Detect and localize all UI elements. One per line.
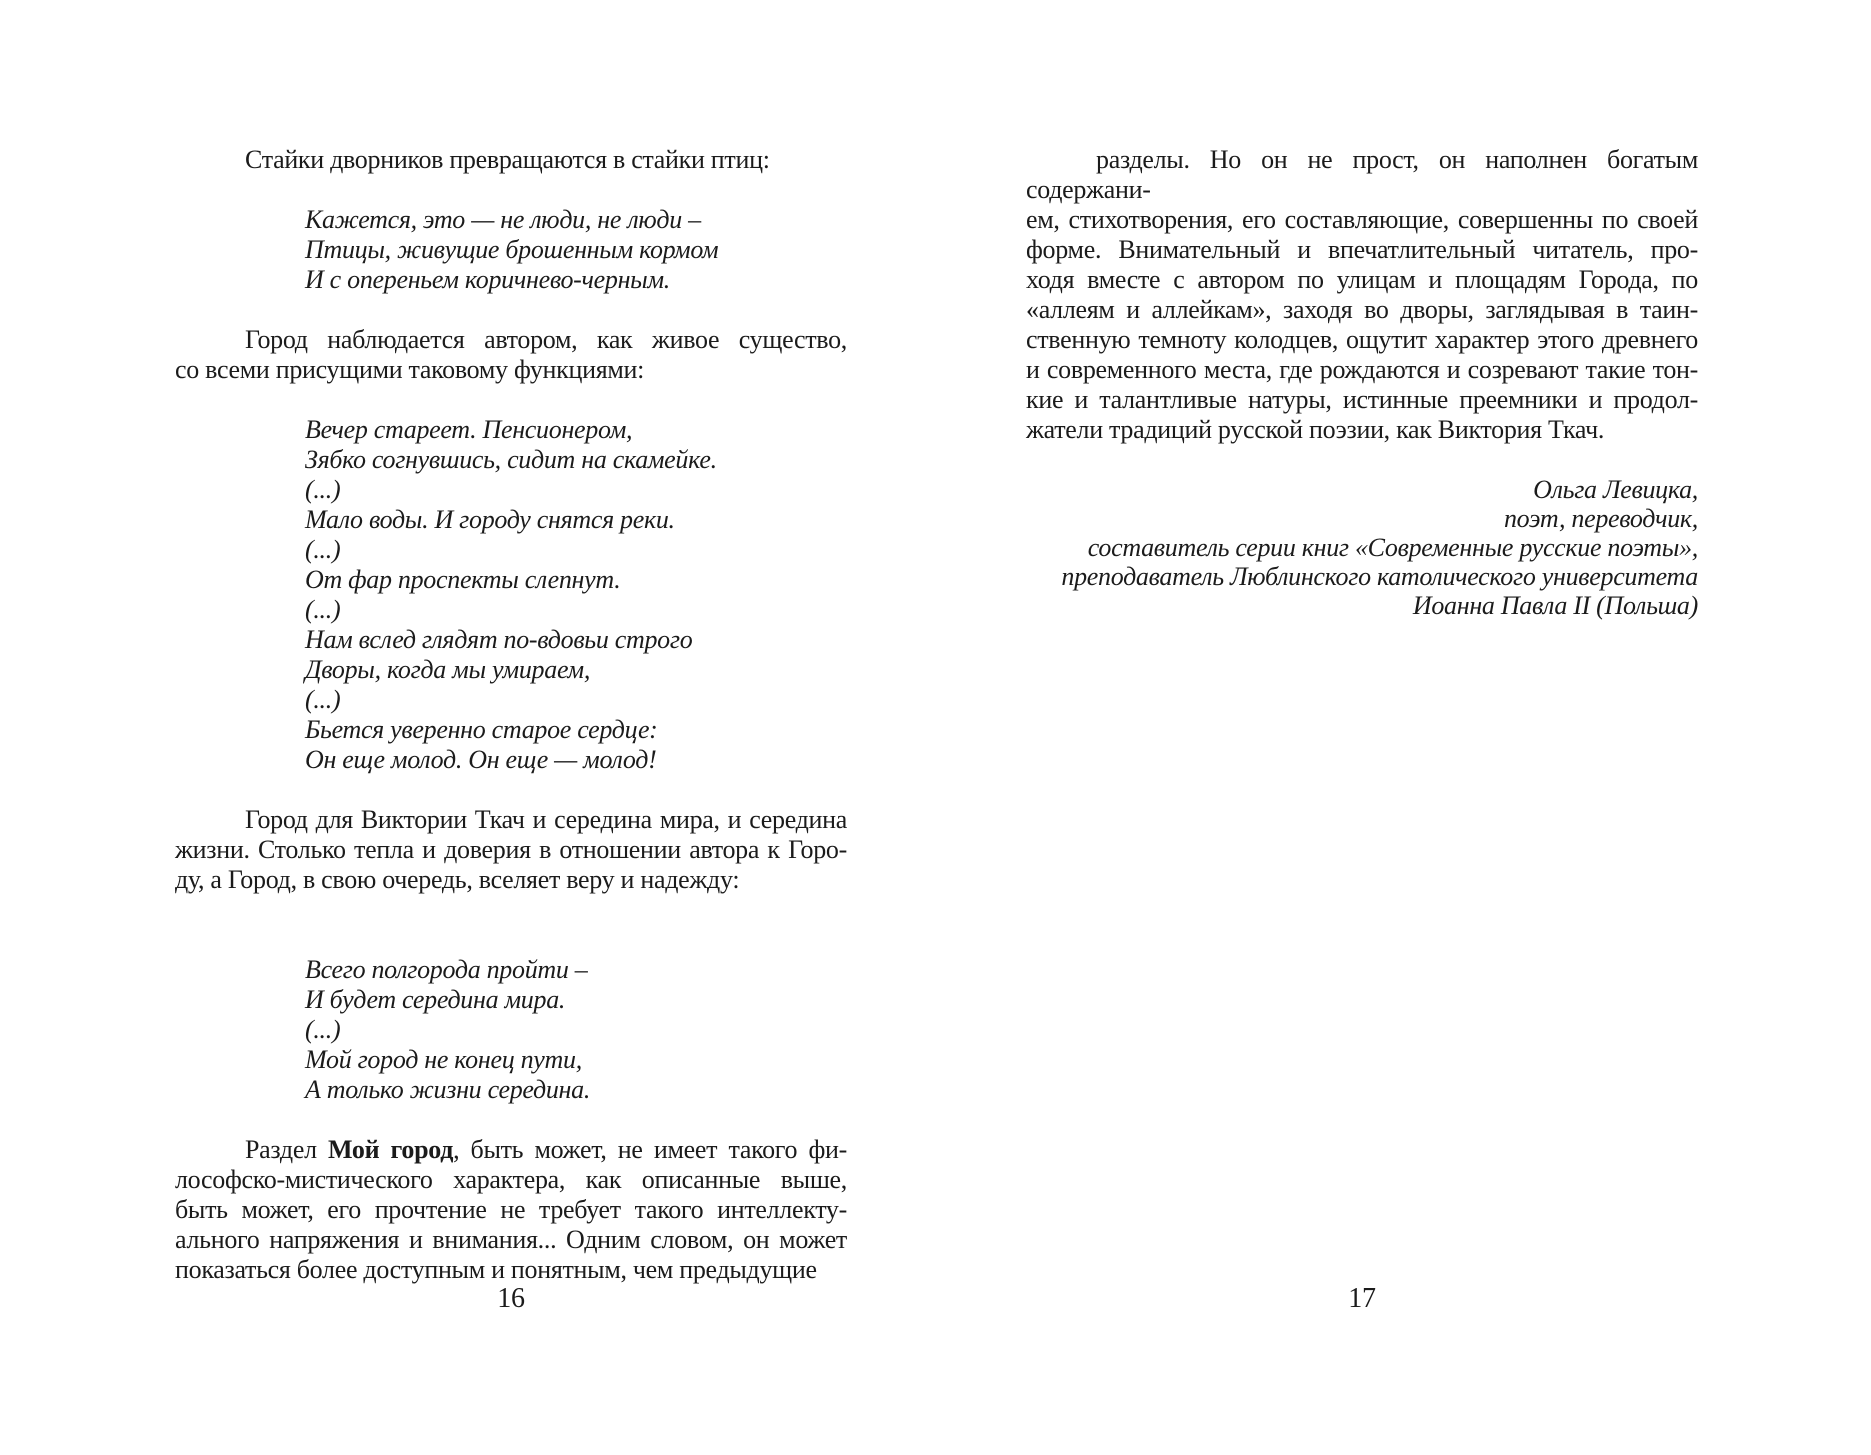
text-line: (...)	[305, 475, 341, 504]
text-line: Город для Виктории Ткач и середина мира, и середина	[245, 805, 847, 834]
text-line: И с опереньем коричнево-черным.	[305, 265, 670, 294]
text-line: Бьется уверенно старое сердце:	[305, 715, 658, 744]
text-line: (...)	[305, 1015, 341, 1044]
paragraph-city-observed	[175, 325, 847, 385]
text-line: Мой город не конец пути,	[305, 1045, 582, 1074]
text-line: Птицы, живущие брошенным кормом	[305, 235, 719, 264]
text-line: ду, а Город, в свою очередь, вселяет веру и надежду:	[175, 865, 740, 894]
signature-block	[1026, 475, 1698, 620]
text-line: быть может, его прочтение не требует такого интеллекту-	[175, 1195, 847, 1224]
text-line: кие и талантливые натуры, истинные преемники и продол-	[1026, 385, 1698, 414]
text-line: разделы. Но он не прост, он наполнен богатым содержани-	[1026, 145, 1698, 204]
text-line: ального напряжения и внимания... Одним словом, он может	[175, 1225, 847, 1254]
bold-phrase: Мой город	[328, 1135, 454, 1164]
text-segment: Раздел	[245, 1135, 328, 1164]
poem-quote-half-city	[175, 955, 847, 1105]
text-line: ем, стихотворения, его составляющие, совершенны по своей	[1026, 205, 1698, 234]
text-line: А только жизни середина.	[305, 1075, 591, 1104]
text-segment: , быть может, не имеет такого фи-	[453, 1135, 847, 1164]
text-line: (...)	[305, 595, 341, 624]
text-line: Он еще молод. Он еще — молод!	[305, 745, 657, 774]
page-17	[1026, 145, 1698, 620]
text-line: ходя вместе с автором по улицам и площадям Города, по	[1026, 265, 1698, 294]
text-line: показаться более доступным и понятным, чем предыдущие	[175, 1255, 817, 1284]
paragraph-intro-birds	[175, 145, 847, 175]
paragraph-my-city-section	[175, 1135, 847, 1285]
poem-quote-evening	[175, 415, 847, 775]
text-line: Вечер стареет. Пенсионером,	[305, 415, 633, 444]
paragraph-sections-continued	[1026, 145, 1698, 445]
text-line	[175, 1135, 847, 1165]
page-16	[175, 145, 847, 1285]
text-line: жатели традиций русской поэзии, как Виктория Ткач.	[1026, 415, 1605, 444]
text-line: поэт, переводчик,	[1503, 504, 1698, 533]
text-line: Нам вслед глядят по-вдовьи строго	[305, 625, 693, 654]
text-line: Иоанна Павла II (Польша)	[1412, 591, 1698, 620]
text-line: (...)	[305, 685, 341, 714]
text-line: жизни. Столько тепла и доверия в отношении автора к Горо-	[175, 835, 847, 864]
text-line: Зябко согнувшись, сидит на скамейке.	[305, 445, 717, 474]
text-line: Всего полгорода пройти –	[305, 955, 588, 984]
text-line: со всеми присущими таковому функциями:	[175, 355, 645, 384]
text-line: «аллеям и аллейкам», заходя во дворы, заглядывая в таин-	[1026, 295, 1698, 324]
text-line: ственную темноту колодцев, ощутит характер этого древнего	[1026, 325, 1698, 354]
text-line: и современного места, где рождаются и созревают такие тон-	[1026, 355, 1698, 384]
text-line: составитель серии книг «Современные русские поэты»,	[1087, 533, 1698, 562]
text-line: Кажется, это — не люди, не люди –	[305, 205, 701, 234]
page-number-left: 16	[497, 1283, 525, 1314]
text-line: И будет середина мира.	[305, 985, 566, 1014]
poem-quote-birds	[175, 205, 847, 295]
text-line: форме. Внимательный и впечатлительный читатель, про-	[1026, 235, 1698, 264]
text-line: лософско-мистического характера, как описанные выше,	[175, 1165, 847, 1194]
text-line: Мало воды. И городу снятся реки.	[305, 505, 675, 534]
text-line: Дворы, когда мы умираем,	[305, 655, 591, 684]
paragraph-city-middle	[175, 805, 847, 895]
text-line: Город наблюдается автором, как живое существо,	[245, 325, 847, 354]
text-line: преподаватель Люблинского католического университета	[1061, 562, 1698, 591]
text-line: (...)	[305, 535, 341, 564]
page-number-right: 17	[1348, 1283, 1376, 1314]
text-line: Ольга Левицка,	[1533, 475, 1698, 504]
text-line: Стайки дворников превращаются в стайки птиц:	[245, 145, 770, 174]
text-line: От фар проспекты слепнут.	[305, 565, 621, 594]
